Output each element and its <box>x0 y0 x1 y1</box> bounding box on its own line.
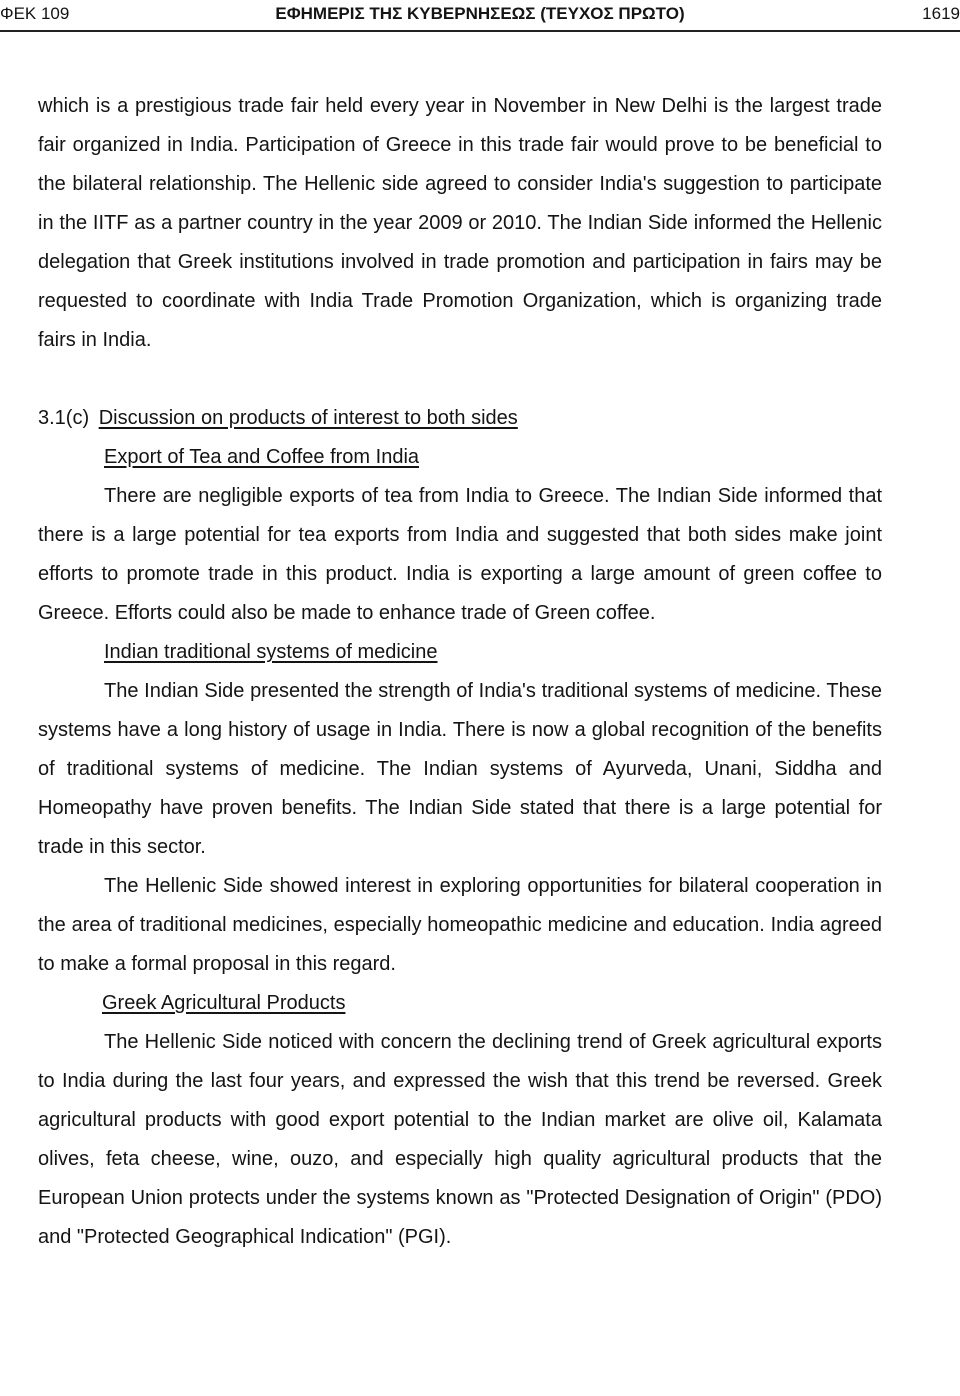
agriculture-heading-text: Greek Agricultural Products <box>102 992 346 1014</box>
medicine-heading <box>38 633 882 672</box>
tea-coffee-paragraph: There are negligible exports of tea from India to Greece. The Indian Side informed that there is a large potential for tea exports from India and suggested that both sides make joint efforts to promote trade in this product. India is exporting a large amount of green coffee to Greece. Efforts could also be made to enhance trade of Green coffee. <box>38 485 882 624</box>
page-number: 1619 <box>922 4 960 23</box>
agriculture-paragraph: The Hellenic Side noticed with concern the declining trend of Greek agricultural exports to India during the last four years, and expressed the wish that this trend be reversed. Greek agricultural products with good export potential to the Indian market are olive oil, Kalamata olives, feta cheese, wine, ouzo, and especially high quality agricultural products that the European Union protects under the systems known as "Protected Designation of Origin" (PDO) and "Protected Geographical Indication" (PGI). <box>38 1031 882 1248</box>
opening-paragraph: which is a prestigious trade fair held every year in November in New Delhi is the largest trade fair organized in India. Participation of Greece in this trade fair would prove to be beneficial to the bilateral relationship. The Hellenic side agreed to consider India's suggestion to participate in the IITF as a partner country in the year 2009 or 2010. The Indian Side informed the Hellenic delegation that Greek institutions involved in trade promotion and participation in fairs may be requested to coordinate with India Trade Promotion Organization, which is organizing trade fairs in India. <box>38 95 882 351</box>
medicine-paragraph-2: The Hellenic Side showed interest in exploring opportunities for bilateral cooperation in the area of traditional medicines, especially homeopathic medicine and education. India agreed to make a formal proposal in this regard. <box>38 875 882 975</box>
medicine-paragraph-1: The Indian Side presented the strength of India's traditional systems of medicine. These systems have a long history of usage in India. There is now a global recognition of the benefits of traditional systems of medicine. The Indian systems of Ayurveda, Unani, Siddha and Homeopathy have proven benefits. The Indian Side stated that there is a large potential for trade in this sector. <box>38 680 882 858</box>
tea-coffee-heading-text: Export of Tea and Coffee from India <box>104 446 420 468</box>
header-divider <box>0 30 960 32</box>
section-number: 3.1(c) <box>38 407 90 429</box>
issue-number: ΦΕΚ 109 <box>0 4 70 23</box>
gazette-title: ΕΦΗΜΕΡΙΣ ΤΗΣ ΚΥΒΕΡΝΗΣΕΩΣ (ΤΕΥΧΟΣ ΠΡΩΤΟ) <box>275 4 685 23</box>
tea-coffee-heading <box>38 438 882 477</box>
gazette-header <box>0 0 960 30</box>
section-title: Discussion on products of interest to both sides <box>98 407 518 429</box>
medicine-heading-text: Indian traditional systems of medicine <box>104 641 438 663</box>
agriculture-heading <box>38 984 882 1023</box>
page-body <box>38 87 882 1257</box>
section-heading <box>38 399 882 438</box>
